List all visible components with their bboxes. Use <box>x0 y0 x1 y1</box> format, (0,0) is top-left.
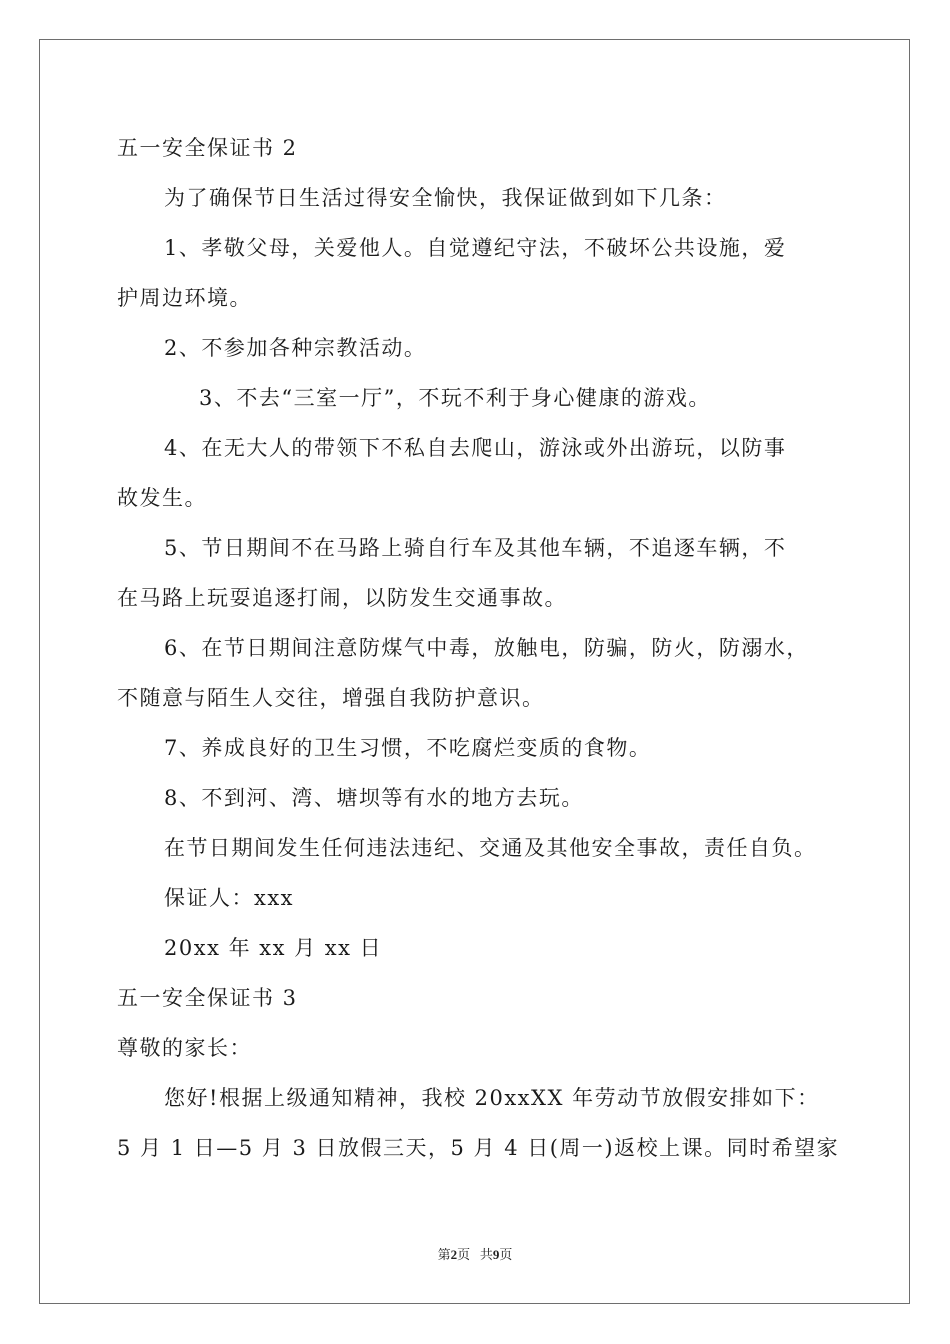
page-suffix: 页 <box>457 1247 471 1262</box>
item-7: 7、养成良好的卫生习惯，不吃腐烂变质的食物。 <box>164 736 652 760</box>
item-3: 3、不去“三室一厅”，不玩不利于身心健康的游戏。 <box>199 386 711 410</box>
item-6-line-2: 不随意与陌生人交往，增强自我防护意识。 <box>117 686 545 710</box>
page-number: 2 <box>450 1247 458 1262</box>
total-pages: 9 <box>492 1247 500 1262</box>
section-title: 五一安全保证书 2 <box>117 136 298 160</box>
guarantor-line: 保证人：xxx <box>164 886 295 910</box>
total-suffix: 页 <box>499 1247 513 1262</box>
date-line: 20xx 年 xx 月 xx 日 <box>164 936 383 960</box>
item-4-line-2: 故发生。 <box>117 486 207 510</box>
page-footer <box>0 1244 950 1263</box>
responsibility-statement: 在节日期间发生任何违法违纪、交通及其他安全事故，责任自负。 <box>164 836 817 860</box>
salutation: 尊敬的家长： <box>117 1036 252 1060</box>
letter-paragraph-line-2: 5 月 1 日—5 月 3 日放假三天，5 月 4 日(周一)返校上课。同时希望家 <box>117 1136 840 1160</box>
page-prefix: 第 <box>437 1247 451 1262</box>
item-6-line-1: 6、在节日期间注意防煤气中毒，放触电，防骗，防火，防溺水， <box>164 636 809 660</box>
item-2: 2、不参加各种宗教活动。 <box>164 336 427 360</box>
page-border <box>39 39 910 1304</box>
section-title: 五一安全保证书 3 <box>117 986 298 1010</box>
item-8: 8、不到河、湾、塘坝等有水的地方去玩。 <box>164 786 584 810</box>
intro-paragraph: 为了确保节日生活过得安全愉快，我保证做到如下几条： <box>164 186 727 210</box>
item-1-line-2: 护周边环境。 <box>117 286 252 310</box>
item-5-line-1: 5、节日期间不在马路上骑自行车及其他车辆，不追逐车辆，不 <box>164 536 787 560</box>
total-prefix: 共 <box>479 1247 493 1262</box>
letter-paragraph-line-1: 您好!根据上级通知精神，我校 20xxXX 年劳动节放假安排如下： <box>164 1086 820 1110</box>
item-4-line-1: 4、在无大人的带领下不私自去爬山，游泳或外出游玩，以防事 <box>164 436 787 460</box>
item-1-line-1: 1、孝敬父母，关爱他人。自觉遵纪守法，不破坏公共设施，爱 <box>164 236 787 260</box>
item-5-line-2: 在马路上玩耍追逐打闹，以防发生交通事故。 <box>117 586 567 610</box>
